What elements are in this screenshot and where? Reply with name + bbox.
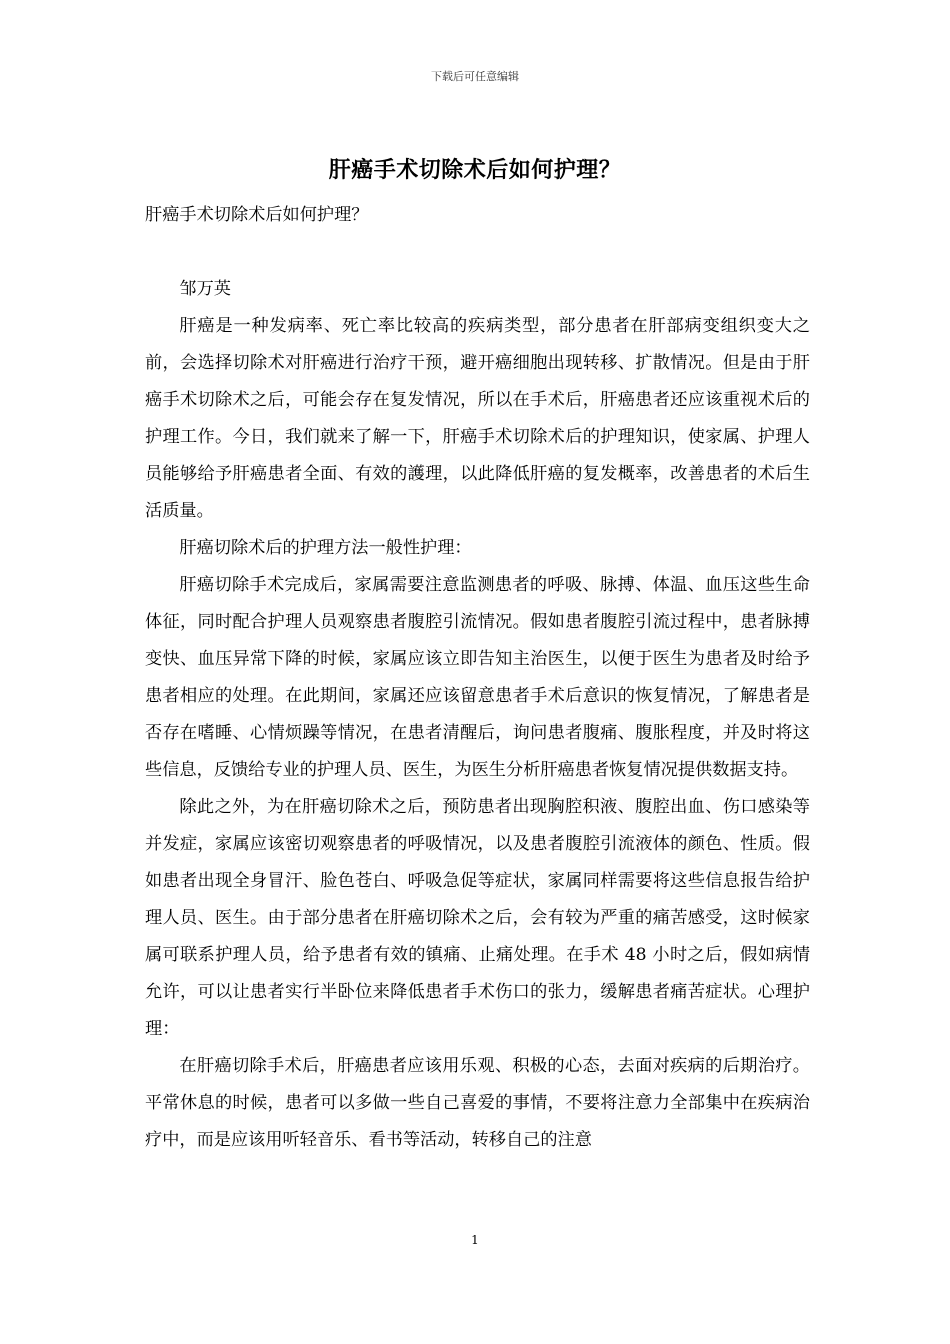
document-subtitle: 肝癌手术切除术后如何护理？	[145, 205, 369, 225]
paragraph-section-general-care: 肝癌切除术后的护理方法一般性护理：	[179, 538, 472, 558]
page-number: 1	[471, 1233, 479, 1247]
document-title: 肝癌手术切除术后如何护理？	[328, 157, 622, 183]
author-name: 邹万英	[179, 279, 231, 299]
paragraph-complications: 除此之外，为在肝癌切除术之后，预防患者出现胸腔积液、腹腔出血、伤口感染等并发症，家属应该密切观察患者的呼吸情况，以及患者腹腔引流液体的颜色、性质。假如患者出现全身冒汗、脸色苍白、呼吸急促等症状，家属同样需要将这些信息报告给护理人员、医生。由于部分患者在肝癌切除术之后，会有较为严重的痛苦感受，这时候家属可联系护理人员，给予患者有效的镇痛、止痛处理。在手术 48 小时之后，假如病情允许，可以让患者实行半卧位来降低患者手术伤口的张力，缓解患者痛苦症状。心理护理：	[145, 797, 810, 1039]
paragraph-psychological-care: 在肝癌切除手术后，肝癌患者应该用乐观、积极的心态，去面对疾病的后期治疗。平常休息的时候，患者可以多做一些自己喜爱的事情，不要将注意力全部集中在疾病治疗中，而是应该用听轻音乐、看书等活动，转移自己的注意	[145, 1056, 810, 1150]
header-note: 下载后可任意编辑	[431, 70, 519, 83]
paragraph-intro: 肝癌是一种发病率、死亡率比较高的疾病类型，部分患者在肝部病变组织变大之前，会选择切除术对肝癌进行治疗干预，避开癌细胞出现转移、扩散情况。但是由于肝癌手术切除术之后，可能会存在复发情况，所以在手术后，肝癌患者还应该重视术后的护理工作。今日，我们就来了解一下，肝癌手术切除术后的护理知识，使家属、护理人员能够给予肝癌患者全面、有效的護理，以此降低肝癌的复发概率，改善患者的术后生活质量。	[145, 316, 810, 521]
paragraph-vital-signs: 肝癌切除手术完成后，家属需要注意监测患者的呼吸、脉搏、体温、血压这些生命体征，同时配合护理人员观察患者腹腔引流情况。假如患者腹腔引流过程中，患者脉搏变快、血压异常下降的时候，家属应该立即告知主治医生，以便于医生为患者及时给予患者相应的处理。在此期间，家属还应该留意患者手术后意识的恢复情况，了解患者是否存在嗜睡、心情烦躁等情况，在患者清醒后，询问患者腹痛、腹胀程度，并及时将这些信息，反馈给专业的护理人员、医生，为医生分析肝癌患者恢复情况提供数据支持。	[145, 575, 810, 780]
blank-line	[145, 234, 810, 271]
document-body	[145, 197, 810, 1159]
